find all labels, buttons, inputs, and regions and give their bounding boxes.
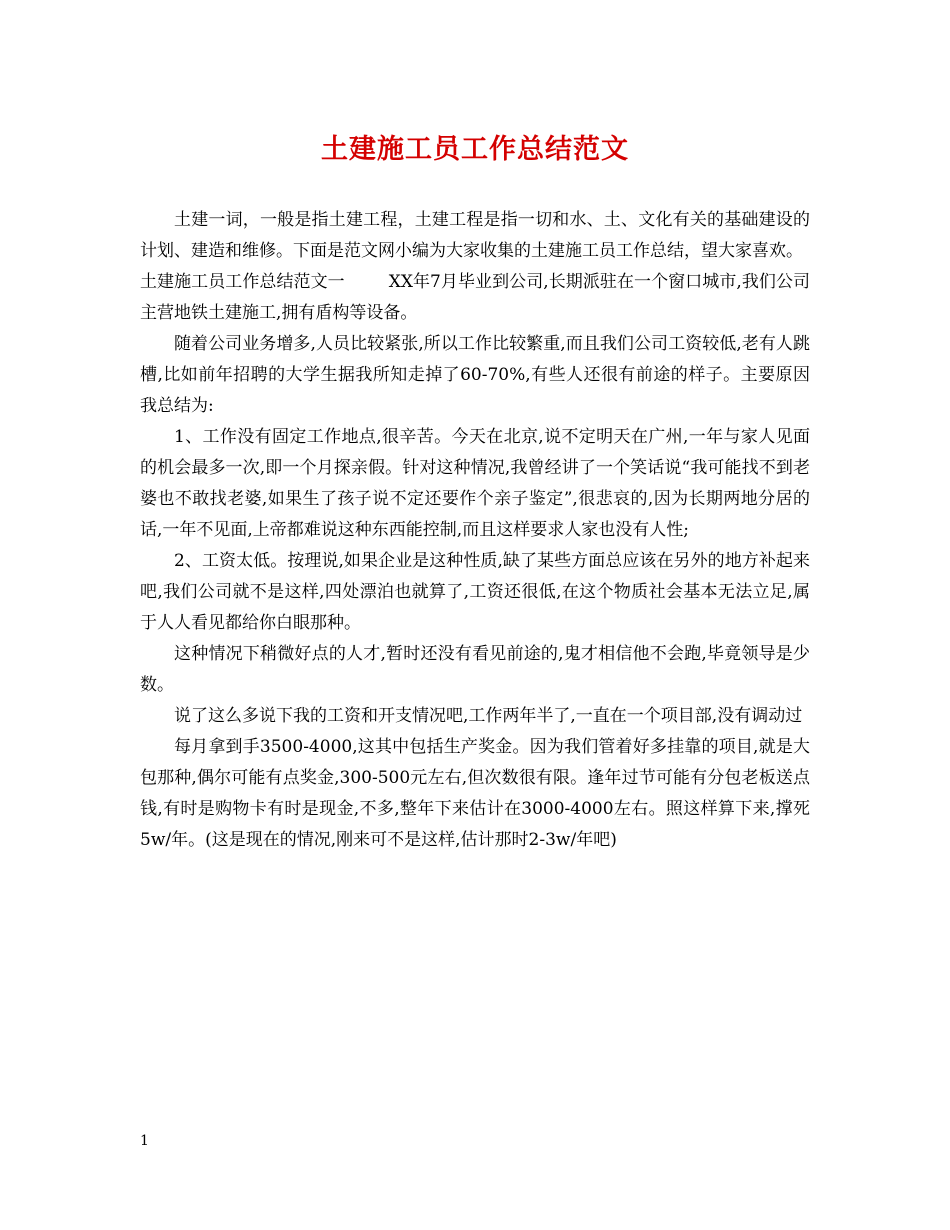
- paragraph-salary-detail: 每月拿到手3500-4000,这其中包括生产奖金。因为我们管着好多挂靠的项目,就是大包那种,偶尔可能有点奖金,300-500元左右,但次数很有限。逢年过节可能有分包老板送点钱,有时是购物卡有时是现金,不多,整年下来估计在3000-4000左右。照这样算下来,撑死5w/年。(这是现在的情况,刚来可不是这样,估计那时2-3w/年吧): [140, 737, 810, 850]
- paragraph-salary-intro: 说了这么多说下我的工资和开支情况吧,工作两年半了,一直在一个项目部,没有调动过: [174, 706, 803, 726]
- paragraph-reason-2: 2、工资太低。按理说,如果企业是这种性质,缺了某些方面总应该在另外的地方补起来吧,我们公司就不是这样,四处漂泊也就算了,工资还很低,在这个物质社会基本无法立足,属于人人看见都给你白眼那种。: [140, 551, 810, 633]
- paragraph-reason-1: 1、工作没有固定工作地点,很辛苦。今天在北京,说不定明天在广州,一年与家人见面的机会最多一次,即一个月探亲假。针对这种情况,我曾经讲了一个笑话说“我可能找不到老婆也不敢找老婆,如果生了孩子说不定还要作个亲子鉴定”,很悲哀的,因为长期两地分居的话,一年不见面,上帝都难说这种东西能控制,而且这样要求人家也没有人性;: [140, 427, 810, 540]
- intro-paragraph: 土建一词，一般是指土建工程，土建工程是指一切和水、土、文化有关的基础建设的计划、建造和维修。下面是范文网小编为大家收集的土建施工员工作总结，望大家喜欢。: [140, 210, 810, 261]
- document-title: 土建施工员工作总结范文: [321, 134, 629, 165]
- paragraph-talent: 这种情况下稍微好点的人才,暂时还没有看见前途的,鬼才相信他不会跑,毕竟领导是少数。: [140, 644, 810, 695]
- section-heading: 土建施工员工作总结范文一: [140, 272, 345, 292]
- section-paragraph: [140, 267, 810, 329]
- page-number: 1: [140, 1133, 149, 1149]
- section-text: XX年7月毕业到公司,长期派驻在一个窗口城市,我们公司主营地铁土建施工,拥有盾构等设备。: [140, 272, 811, 323]
- paragraph-staffing: 随着公司业务增多,人员比较紧张,所以工作比较繁重,而且我们公司工资较低,老有人跳槽,比如前年招聘的大学生据我所知走掉了60-70%,有些人还很有前途的样子。主要原因我总结为:: [140, 334, 810, 416]
- document-body: [140, 205, 810, 856]
